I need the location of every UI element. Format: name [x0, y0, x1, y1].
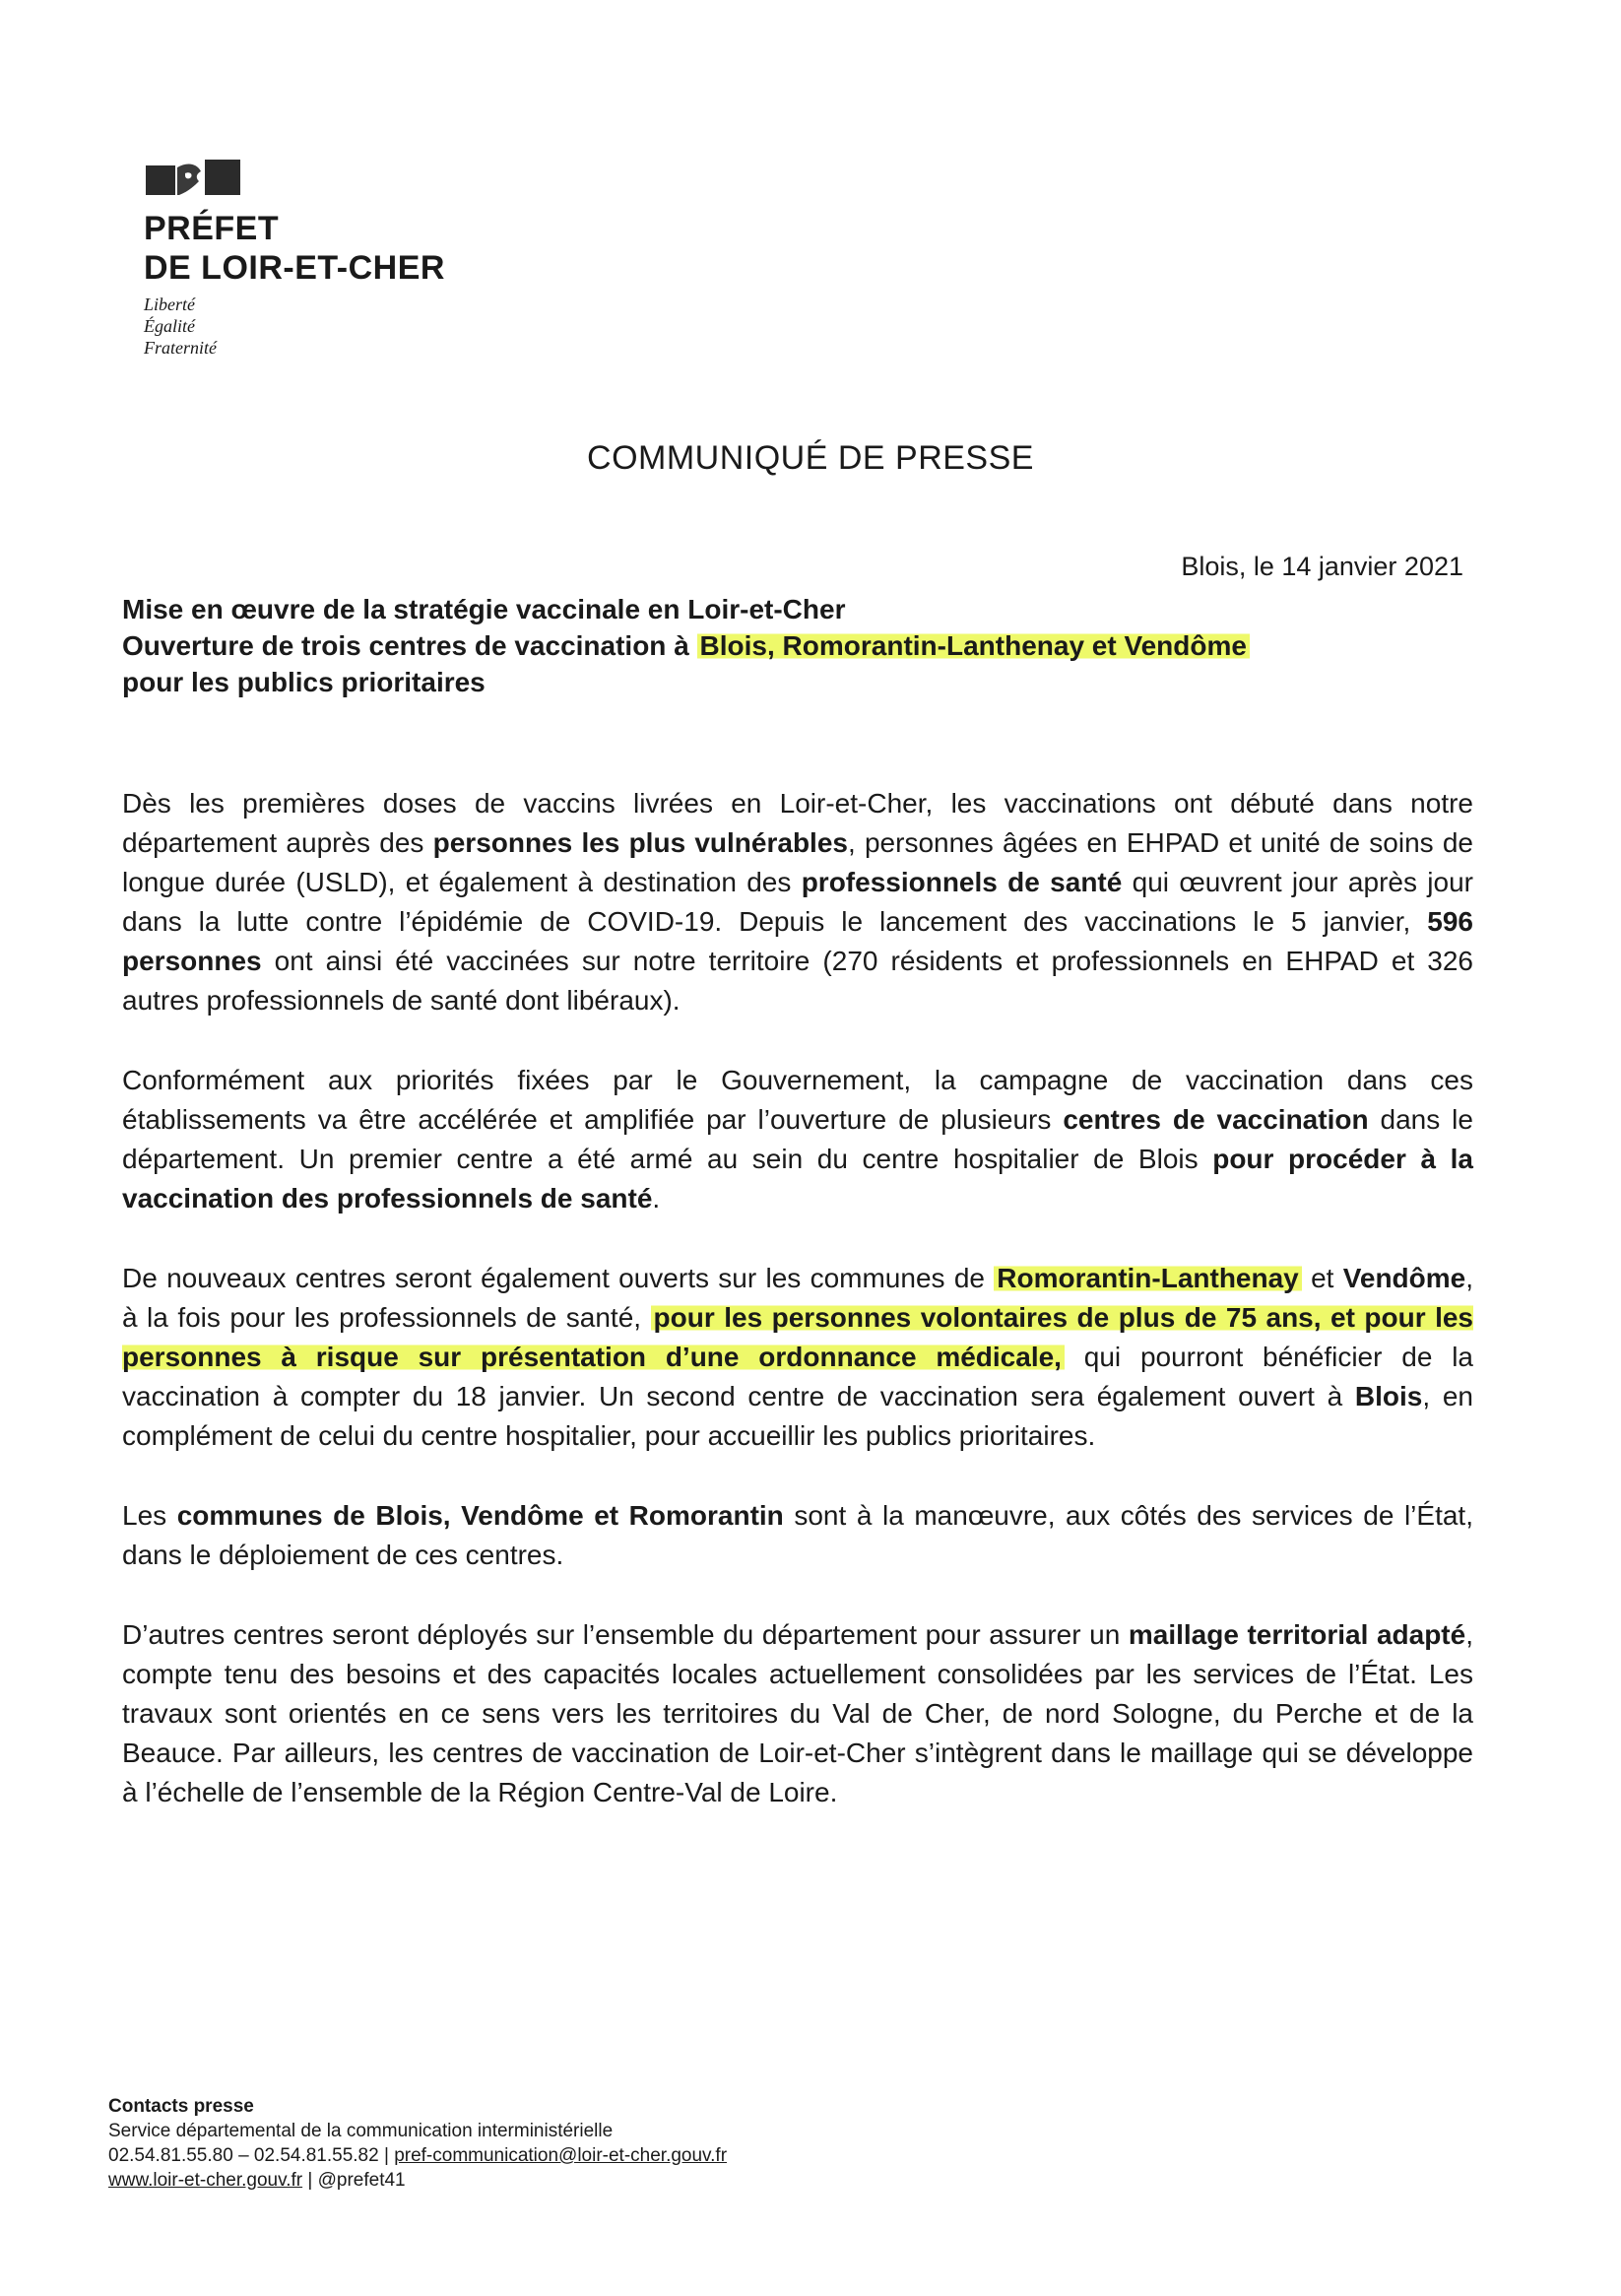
motto-liberte: Liberté [144, 295, 195, 314]
p3-text-a: De nouveaux centres seront également ouverts sur les communes de [122, 1263, 995, 1293]
p3-bold-vendome: Vendôme [1342, 1263, 1466, 1293]
motto-egalite: Égalité [144, 316, 195, 336]
contacts-service: Service départemental de la communication interministérielle [108, 2121, 614, 2141]
headline-line-1: Mise en œuvre de la stratégie vaccinale en Loir-et-Cher [122, 594, 846, 624]
p5-text-a: D’autres centres seront déployés sur l’ensemble du département pour assurer un [122, 1619, 1129, 1650]
headline-line-2 [122, 627, 1481, 664]
prefecture-title-line-2: DE LOIR-ET-CHER [144, 249, 445, 287]
p2-text-e: . [652, 1183, 661, 1214]
p5-bold-maillage: maillage territorial adapté [1128, 1619, 1466, 1650]
p1-text-e: qui œuvrent jour après jour dans la lutte contre l’épidémie de COVID-19. Depuis le lancement des vaccinations le 5 janvier, [122, 867, 1473, 937]
p1-text-c: , personnes âgées en EHPAD et unité de soins de longue durée (USLD), et également à destination des [122, 827, 1474, 897]
p1-bold-596: 596 personnes [122, 906, 1473, 976]
republic-motto [144, 294, 217, 359]
p3-bold-blois: Blois [1354, 1381, 1423, 1411]
contacts-email-link[interactable]: pref-communication@loir-et-cher.gouv.fr [394, 2145, 728, 2166]
p1-bold-vulnerables: personnes les plus vulnérables [432, 827, 848, 858]
press-contacts [108, 2094, 727, 2193]
p1-bold-professionnels: professionnels de santé [801, 867, 1123, 897]
paragraph-2 [122, 1061, 1473, 1218]
contacts-web-line [108, 2168, 727, 2193]
p1-text-g: ont ainsi été vaccinées sur notre territoire (270 résidents et professionnels en EHPAD et 326 autres professionnels de santé dont libéraux). [122, 946, 1473, 1016]
contacts-heading: Contacts presse [108, 2096, 254, 2117]
paragraph-5 [122, 1615, 1473, 1812]
p2-bold-procedure: pour procéder à la vaccination des professionnels de santé [122, 1144, 1473, 1214]
p3-text-g: qui pourront bénéficier de la vaccination à compter du 18 janvier. Un second centre de vaccination sera également ouvert à [122, 1342, 1473, 1411]
paragraph-1 [122, 784, 1473, 1020]
marianne-logo-icon [146, 158, 244, 199]
paragraph-3 [122, 1259, 1473, 1456]
p3-text-i: , en complément de celui du centre hospitalier, pour accueillir les publics prioritaires. [122, 1381, 1474, 1451]
p4-bold-communes: communes de Blois, Vendôme et Romorantin [176, 1500, 784, 1531]
body-text [122, 784, 1473, 1853]
motto-fraternite: Fraternité [144, 338, 217, 358]
p2-bold-centres: centres de vaccination [1063, 1104, 1369, 1135]
p3-text-c: et [1301, 1263, 1343, 1293]
headline-highlighted-cities: Blois, Romorantin-Lanthenay et Vendôme [697, 630, 1250, 661]
p3-bold-highlight-volontaires: pour les personnes volontaires de plus de 75 ans, et pour les personnes à risque sur présentation d’une ordonnance médicale, [122, 1302, 1473, 1372]
p3-bold-romorantin: Romorantin-Lanthenay [994, 1263, 1301, 1293]
contacts-separator: | [302, 2170, 318, 2191]
contacts-website-link[interactable]: www.loir-et-cher.gouv.fr [108, 2170, 303, 2191]
prefecture-title [144, 209, 445, 288]
p5-text-c: , compte tenu des besoins et des capacités locales actuellement consolidées par les services de l’État. Les travaux sont orientés en ce sens vers les territoires du Val de Cher, de nord Sologne, du Perche et de la Beauce. Par ailleurs, les centres de vaccination de Loir-et-Cher s’intègrent dans le maillage qui se développe à l’échelle de l’ensemble de la Région Centre-Val de Loire. [122, 1619, 1473, 1807]
paragraph-4 [122, 1496, 1473, 1575]
contacts-phones: 02.54.81.55.80 – 02.54.81.55.82 | [108, 2145, 395, 2166]
headline [122, 591, 1481, 700]
headline-line-2-text: Ouverture de trois centres de vaccination à [122, 630, 697, 661]
document-type: COMMUNIQUÉ DE PRESSE [587, 439, 1034, 477]
p2-text-c: dans le département. Un premier centre a été armé au sein du centre hospitalier de Blois [122, 1104, 1473, 1174]
contacts-twitter-handle[interactable]: @prefet41 [317, 2170, 406, 2191]
release-date: Blois, le 14 janvier 2021 [1181, 552, 1463, 581]
p1-text-a: Dès les premières doses de vaccins livrées en Loir-et-Cher, les vaccinations ont débuté dans notre département auprès des [122, 788, 1473, 858]
p2-text-a: Conformément aux priorités fixées par le Gouvernement, la campagne de vaccination dans ces établissements va être accélérée et amplifiée par l’ouverture de plusieurs [122, 1065, 1473, 1135]
contacts-phone-email-line [108, 2143, 727, 2168]
p4-text-c: sont à la manœuvre, aux côtés des services de l’État, dans le déploiement de ces centres. [122, 1500, 1473, 1570]
p4-text-a: Les [122, 1500, 177, 1531]
headline-line-3: pour les publics prioritaires [122, 667, 486, 697]
prefecture-title-line-1: PRÉFET [144, 210, 280, 247]
p3-text-e: , à la fois pour les professionnels de santé, [122, 1263, 1473, 1333]
